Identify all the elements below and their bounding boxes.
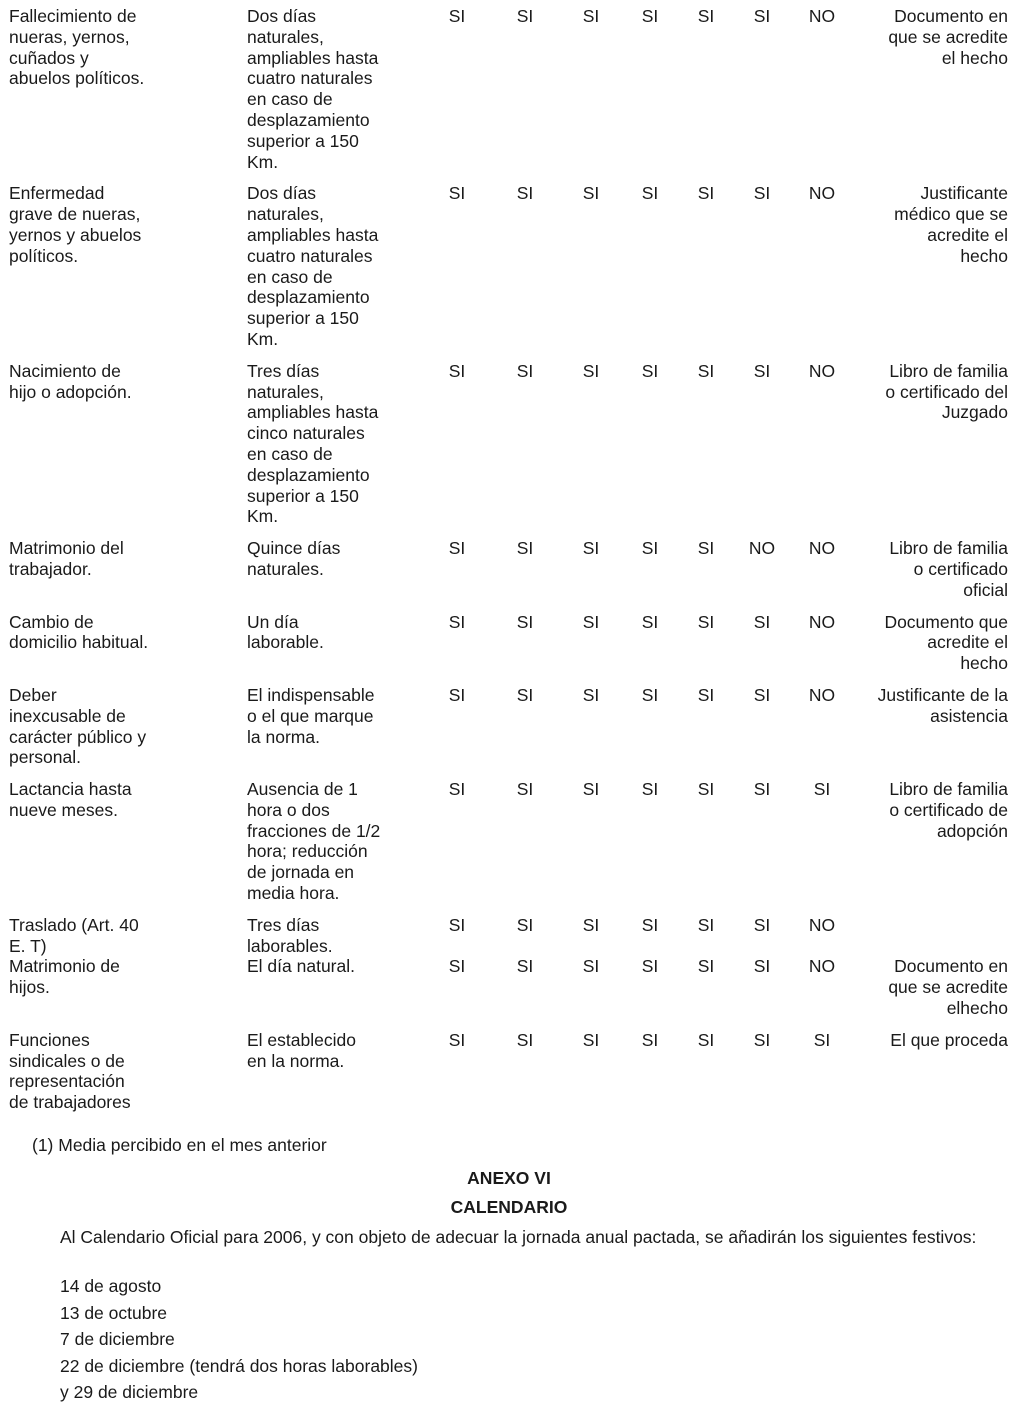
justification-cell: Libro de familia o certificado del Juzgado: [885, 360, 1008, 423]
flag-cell: SI: [448, 914, 466, 935]
leave-event-cell: Funciones sindicales o de representación de trabajadores: [9, 1029, 131, 1113]
flag-cell: SI: [697, 538, 715, 559]
flag-cell: SI: [697, 1029, 715, 1050]
leave-event-cell: Lactancia hasta nueve meses.: [9, 779, 132, 820]
justification-cell: Justificante médico que se acredite el hecho: [894, 183, 1008, 266]
flag-cell: SI: [582, 538, 600, 559]
holiday-date: 7 de diciembre: [60, 1329, 175, 1349]
leave-event-cell: Nacimiento de hijo o adopción.: [9, 360, 132, 402]
flag-cell: SI: [753, 360, 771, 381]
flag-cell: SI: [697, 360, 715, 381]
flag-cell: SI: [753, 1029, 771, 1050]
flag-cell: SI: [516, 1029, 534, 1050]
justification-cell: Documento que acredite el hecho: [884, 611, 1008, 674]
flag-cell: SI: [448, 538, 466, 559]
flag-cell: SI: [516, 6, 534, 26]
flag-cell: SI: [641, 1029, 659, 1050]
table-row: [0, 361, 1018, 538]
flag-cell: SI: [697, 779, 715, 800]
table-row: [0, 183, 1018, 360]
leave-event-cell: Fallecimiento de nueras, yernos, cuñados y abuelos políticos.: [9, 6, 145, 89]
flag-cell: NO: [808, 611, 836, 632]
leave-duration-cell: Tres días naturales, ampliables hasta cinco naturales en caso de desplazamiento superior a 150 Km.: [247, 360, 379, 527]
flag-cell: SI: [697, 956, 715, 977]
flag-cell: NO: [808, 6, 836, 26]
flag-cell: SI: [753, 779, 771, 800]
flag-cell: SI: [448, 183, 466, 204]
flag-cell: SI: [516, 360, 534, 381]
flag-cell: SI: [753, 684, 771, 705]
leave-event-cell: Matrimonio de hijos.: [9, 956, 120, 998]
flag-cell: SI: [813, 1029, 831, 1050]
flag-cell: NO: [748, 538, 776, 559]
table-row: [0, 956, 1018, 1029]
flag-cell: SI: [582, 956, 600, 977]
flag-cell: SI: [448, 360, 466, 381]
flag-cell: SI: [448, 611, 466, 632]
flag-cell: SI: [516, 684, 534, 705]
leave-duration-cell: El indispensable o el que marque la norma.: [247, 684, 375, 747]
flag-cell: SI: [641, 684, 659, 705]
flag-cell: SI: [582, 1029, 600, 1050]
flag-cell: SI: [582, 183, 600, 204]
flag-cell: SI: [641, 956, 659, 977]
flag-cell: SI: [697, 611, 715, 632]
annex-subtitle: CALENDARIO: [450, 1197, 568, 1217]
leave-duration-cell: Un día laborable.: [247, 611, 324, 653]
flag-cell: SI: [641, 6, 659, 26]
flag-cell: SI: [641, 914, 659, 935]
flag-cell: SI: [753, 6, 771, 26]
leave-duration-cell: Dos días naturales, ampliables hasta cuatro naturales en caso de desplazamiento superior a 150 Km.: [247, 183, 379, 349]
leave-permissions-table: [0, 6, 1018, 1124]
leave-duration-cell: El día natural.: [247, 956, 355, 977]
flag-cell: NO: [808, 684, 836, 705]
flag-cell: SI: [641, 360, 659, 381]
leave-duration-cell: Ausencia de 1 hora o dos fracciones de 1/2 hora; reducción de jornada en media hora.: [247, 779, 381, 904]
flag-cell: SI: [516, 914, 534, 935]
flag-cell: SI: [697, 914, 715, 935]
flag-cell: NO: [808, 538, 836, 559]
footnote: (1) Media percibido en el mes anterior: [32, 1135, 327, 1155]
flag-cell: NO: [808, 956, 836, 977]
flag-cell: SI: [516, 779, 534, 800]
flag-cell: SI: [448, 779, 466, 800]
justification-cell: El que proceda: [890, 1029, 1008, 1050]
flag-cell: SI: [753, 914, 771, 935]
justification-cell: Justificante de la asistencia: [877, 684, 1008, 726]
flag-cell: SI: [697, 183, 715, 204]
table-row: [0, 1030, 1018, 1124]
flag-cell: SI: [753, 183, 771, 204]
holiday-date: y 29 de diciembre: [60, 1382, 199, 1402]
flag-cell: SI: [582, 6, 600, 26]
flag-cell: SI: [582, 611, 600, 632]
flag-cell: SI: [813, 779, 831, 800]
flag-cell: SI: [582, 684, 600, 705]
flag-cell: NO: [808, 183, 836, 204]
flag-cell: SI: [697, 684, 715, 705]
leave-duration-cell: Dos días naturales, ampliables hasta cuatro naturales en caso de desplazamiento superior a 150 Km.: [247, 6, 379, 172]
table-body: [0, 6, 1018, 1124]
flag-cell: SI: [753, 611, 771, 632]
flag-cell: SI: [516, 183, 534, 204]
flag-cell: SI: [641, 779, 659, 800]
flag-cell: NO: [808, 914, 836, 935]
leave-duration-cell: El establecido en la norma.: [247, 1029, 356, 1071]
table-row: [0, 538, 1018, 611]
leave-duration-cell: Quince días naturales.: [247, 538, 341, 579]
table-row: [0, 6, 1018, 183]
leave-event-cell: Matrimonio del trabajador.: [9, 538, 124, 579]
flag-cell: SI: [641, 611, 659, 632]
leave-event-cell: Traslado (Art. 40 E. T): [9, 914, 139, 956]
flag-cell: SI: [448, 684, 466, 705]
flag-cell: SI: [641, 538, 659, 559]
justification-cell: [854, 915, 1018, 957]
leave-event-cell: Cambio de domicilio habitual.: [9, 611, 149, 653]
table-row: [0, 612, 1018, 685]
flag-cell: SI: [516, 956, 534, 977]
table-row: [0, 779, 1018, 915]
leave-event-cell: Deber inexcusable de carácter público y personal.: [9, 684, 147, 768]
flag-cell: SI: [516, 538, 534, 559]
justification-cell: Libro de familia o certificado oficial: [889, 538, 1008, 600]
justification-cell: Documento en que se acredite elhecho: [888, 956, 1008, 1019]
flag-cell: SI: [448, 1029, 466, 1050]
annex-title: ANEXO VI: [467, 1168, 551, 1188]
flag-cell: SI: [641, 183, 659, 204]
table-row: [0, 685, 1018, 779]
leave-duration-cell: Tres días laborables.: [247, 914, 333, 956]
justification-cell: Libro de familia o certificado de adopción: [889, 779, 1008, 841]
holiday-date-list: [60, 1276, 418, 1409]
flag-cell: SI: [753, 956, 771, 977]
annex-intro-paragraph: Al Calendario Oficial para 2006, y con objeto de adecuar la jornada anual pactada, se añadirán los siguientes festivos:: [60, 1227, 977, 1247]
flag-cell: SI: [582, 914, 600, 935]
flag-cell: SI: [582, 360, 600, 381]
justification-cell: Documento en que se acredite el hecho: [888, 6, 1008, 68]
flag-cell: SI: [448, 6, 466, 26]
holiday-date: 14 de agosto: [60, 1276, 162, 1296]
leave-event-cell: Enfermedad grave de nueras, yernos y abuelos políticos.: [9, 183, 142, 266]
table-row: [0, 915, 1018, 957]
flag-cell: NO: [808, 360, 836, 381]
flag-cell: SI: [448, 956, 466, 977]
flag-cell: SI: [697, 6, 715, 26]
flag-cell: SI: [582, 779, 600, 800]
holiday-date: 13 de octubre: [60, 1302, 168, 1323]
flag-cell: SI: [516, 611, 534, 632]
holiday-date: 22 de diciembre (tendrá dos horas laborables): [60, 1355, 418, 1376]
